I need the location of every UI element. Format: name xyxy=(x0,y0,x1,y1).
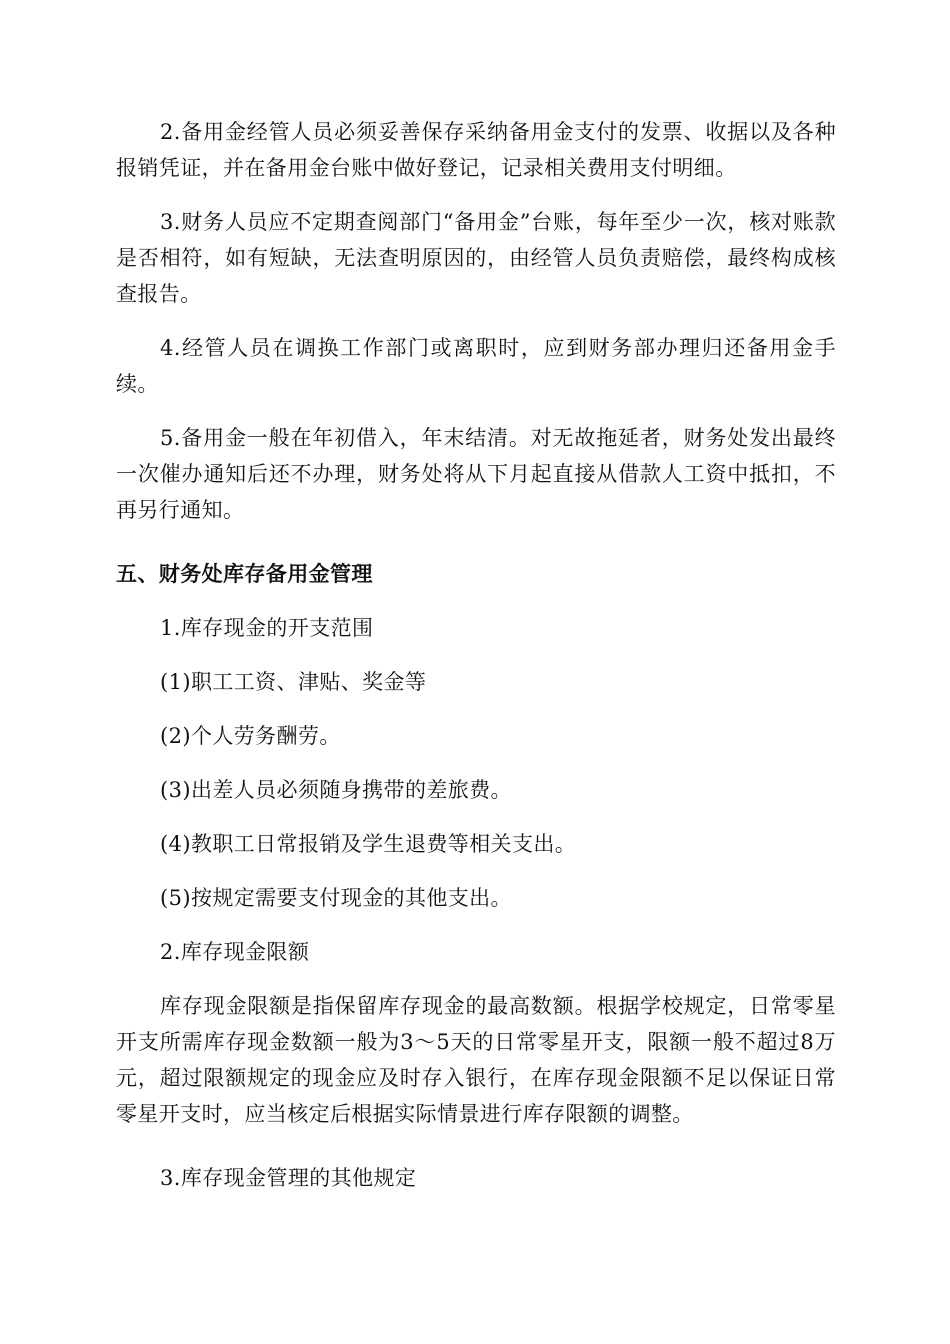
section-heading: 五、财务处库存备用金管理 xyxy=(116,562,373,586)
subsection-title-scope: 1.库存现金的开支范围 xyxy=(160,616,374,640)
list-item-travel: (3)出差人员必须随身携带的差旅费。 xyxy=(160,778,512,802)
paragraph-job-transfer-return: 4.经管人员在调换工作部门或离职时，应到财务部办理归还备用金手续。 xyxy=(116,336,836,396)
paragraph-year-end-settlement: 5.备用金一般在年初借入，年末结清。对无故拖延者，财务处发出最终一次催办通知后还不办理，财务处将从下月起直接从借款人工资中抵扣，不再另行通知。 xyxy=(116,426,836,522)
paragraph-cash-limit: 库存现金限额是指保留库存现金的最高数额。根据学校规定，日常零星开支所需库存现金数额一般为3～5天的日常零星开支，限额一般不超过8万元，超过限额规定的现金应及时存入银行，在库存现金限额不足以保证日常零星开支时，应当核定后根据实际情景进行库存限额的调整。 xyxy=(116,994,836,1126)
list-item-reimbursement: (4)教职工日常报销及学生退费等相关支出。 xyxy=(160,832,577,856)
list-item-other: (5)按规定需要支付现金的其他支出。 xyxy=(160,886,512,910)
list-item-salary: (1)职工工资、津贴、奖金等 xyxy=(160,670,427,694)
paragraph-ledger-audit: 3.财务人员应不定期查阅部门“备用金”台账，每年至少一次，核对账款是否相符，如有短缺，无法查明原因的，由经管人员负责赔偿，最终构成核查报告。 xyxy=(116,210,836,306)
subsection-title-other-rules: 3.库存现金管理的其他规定 xyxy=(160,1166,417,1190)
subsection-title-limit: 2.库存现金限额 xyxy=(160,940,310,964)
paragraph-petty-cash-records: 2.备用金经管人员必须妥善保存采纳备用金支付的发票、收据以及各种报销凭证，并在备用金台账中做好登记，记录相关费用支付明细。 xyxy=(116,120,836,180)
list-item-labor-pay: (2)个人劳务酬劳。 xyxy=(160,724,341,748)
